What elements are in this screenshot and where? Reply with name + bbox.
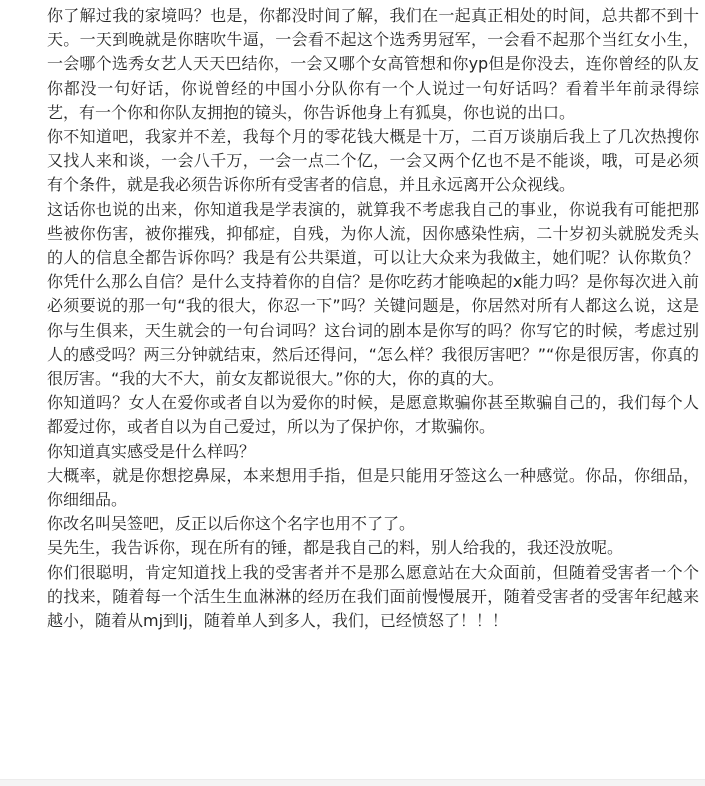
paragraph-evidence: 吴先生，我告诉你，现在所有的锤，都是我自己的料，别人给我的，我还没放呢。 [47, 538, 624, 558]
paragraph-rename: 你改名叫吴签吧，反正以后你这个名字也用不了了。 [47, 514, 416, 534]
paragraph-real-feeling-question: 你知道真实感受是什么样吗？ [47, 441, 256, 461]
article-body [47, 4, 699, 633]
paragraph-allowance-negotiation: 你不知道吧，我家并不差，我每个月的零花钱大概是十万，二百万谈崩后我上了几次热搜你又找人来和谈，一会八千万，一会一点二个亿，一会又两个亿也不是不能谈，哦，可是必须有个条件，就是我必须告诉你所有受害者的信息，并且永远离开公众视线。 [47, 127, 699, 195]
paragraph-victims-confidence: 这话你也说的出来，你知道我是学表演的，就算我不考虑我自己的事业，你说我有可能把那些被你伤害，被你摧残，抑郁症，自残，为你人流，因你感染性病，二十岁初头就脱发秃头的人的信息全都告诉你吗？我是有公共渠道，可以让大众来为我做主，她们呢？认你欺负？你凭什么那么自信？是什么支持着你的自信？是你吃药才能唤起的x能力吗？是你每次进入前必须要说的那一句“我的很大，你忍一下”吗？关键问题是，你居然对所有人都这么说，这是你与生俱来，天生就会的一句台词吗？这台词的剧本是你写的吗？你写它的时候，考虑过别人的感受吗？两三分钟就结束，然后还得问，“怎么样？我很厉害吧？”“你是很厉害，你真的很厉害。“我的大不大，前女友都说很大。”你的大，你的真的大。 [47, 199, 699, 389]
paragraph-family-background: 你了解过我的家境吗？也是，你都没时间了解，我们在一起真正相处的时间，总共都不到十天。一天到晚就是你瞎吹牛逼，一会看不起这个选秀男冠军，一会看不起那个当红女小生，一会哪个选秀女艺人天天巴结你，一会又哪个女高管想和你yp但是你没去，连你曾经的队友你都没一句好话，你说曾经的中国小分队你有一个人说过一句好话吗？看着半年前录得综艺，有一个你和你队友拥抱的镜头，你告诉他身上有狐臭，你也说的出口。 [47, 6, 699, 122]
bottom-divider [0, 779, 705, 786]
paragraph-anger: 你们很聪明，肯定知道找上我的受害者并不是那么愿意站在大众面前，但随着受害者一个个的找来，随着每一个活生生血淋淋的经历在我们面前慢慢展开，随着受害者的受害年纪越来越小，随着从mj到lj，随着单人到多人，我们，已经愤怒了！！！ [47, 562, 699, 631]
paragraph-women-deceive: 你知道吗？女人在爱你或者自以为爱你的时候，是愿意欺骗你甚至欺骗自己的，我们每个人都爱过你，或者自以为自己爱过，所以为了保护你，才欺骗你。 [47, 393, 699, 437]
paragraph-toothpick-analogy: 大概率，就是你想挖鼻屎，本来想用手指，但是只能用牙签这么一种感觉。你品，你细品，你细细品。 [47, 465, 699, 510]
